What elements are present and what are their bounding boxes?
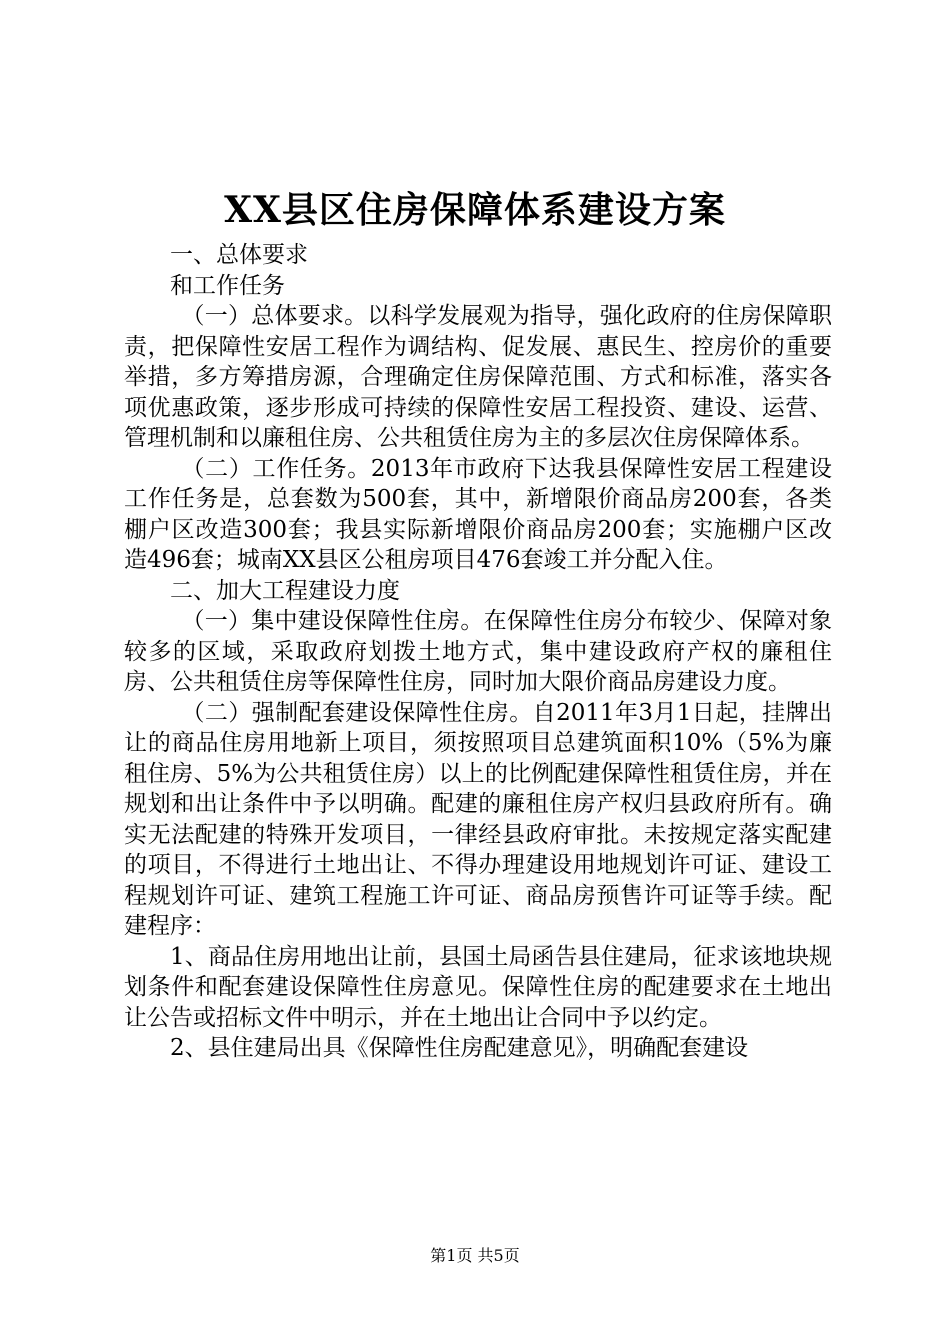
document-body xyxy=(124,240,832,1064)
paragraph-procedure-step-1: 1、商品住房用地出让前，县国土局函告县住建局，征求该地块规划条件和配套建设保障性住房意见。保障性住房的配建要求在土地出让公告或招标文件中明示，并在土地出让合同中予以约定。 xyxy=(124,943,832,1031)
section-heading-1-continued: 和工作任务 xyxy=(170,272,285,299)
paragraph-mandatory-supporting-construction: （二）强制配套建设保障性住房。自2011年3月1日起，挂牌出让的商品住房用地新上项目，须按照项目总建筑面积10%（5%为廉租住房、5%为公共租赁住房）以上的比例配建保障性租赁住房，并在规划和出让条件中予以明确。配建的廉租住房产权归县政府所有。确实无法配建的特殊开发项目，一律经县政府审批。未按规定落实配建的项目，不得进行土地出让、不得办理建设用地规划许可证、建设工程规划许可证、建筑工程施工许可证、商品房预售许可证等手续。配建程序： xyxy=(124,699,832,939)
page-number-footer: 第1页 共5页 xyxy=(430,1246,520,1265)
document-title: XX县区住房保障体系建设方案 xyxy=(224,189,726,231)
paragraph-overall-requirements: （一）总体要求。以科学发展观为指导，强化政府的住房保障职责，把保障性安居工程作为调结构、促发展、惠民生、控房价的重要举措，多方筹措房源，合理确定住房保障范围、方式和标准，落实各项优惠政策，逐步形成可持续的保障性安居工程投资、建设、运营、管理机制和以廉租住房、公共租赁住房为主的多层次住房保障体系。 xyxy=(124,303,832,451)
paragraph-centralized-construction: （一）集中建设保障性住房。在保障性住房分布较少、保障对象较多的区域，采取政府划拨土地方式，集中建设政府产权的廉租住房、公共租赁住房等保障性住房，同时加大限价商品房建设力度。 xyxy=(124,608,832,695)
section-heading-1: 一、总体要求 xyxy=(170,242,308,268)
paragraph-work-tasks: （二）工作任务。2013年市政府下达我县保障性安居工程建设工作任务是，总套数为500套，其中，新增限价商品房200套，各类棚户区改造300套；我县实际新增限价商品房200套；实施棚户区改造496套；城南XX县区公租房项目476套竣工并分配入住。 xyxy=(124,455,832,573)
paragraph-procedure-step-2: 2、县住建局出具《保障性住房配建意见》，明确配套建设 xyxy=(170,1035,749,1061)
section-heading-2: 二、加大工程建设力度 xyxy=(170,577,400,604)
